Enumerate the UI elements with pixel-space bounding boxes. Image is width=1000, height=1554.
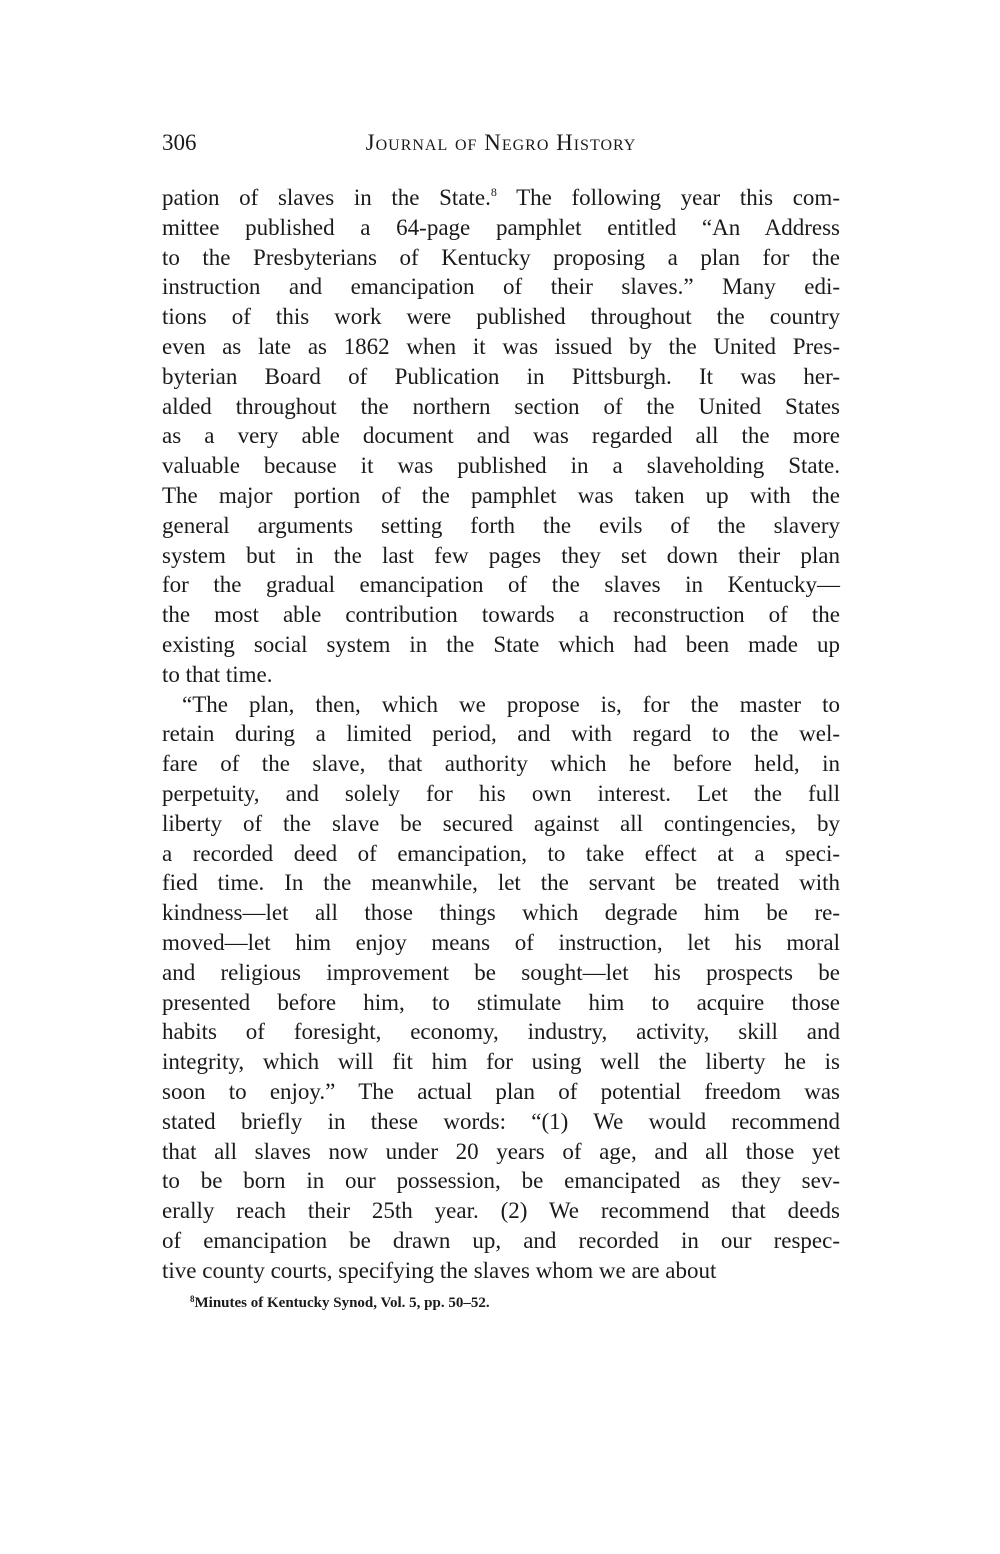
line-text: instruction and emancipation of their slaves.” Many edi- bbox=[162, 274, 840, 300]
line-text: soon to enjoy.” The actual plan of potential freedom was bbox=[162, 1078, 840, 1104]
text-line bbox=[162, 600, 840, 630]
text-line bbox=[162, 868, 840, 898]
paragraph bbox=[162, 690, 840, 1286]
text-line bbox=[162, 243, 840, 273]
line-text: moved—let him enjoy means of instruction, let his moral bbox=[162, 929, 840, 955]
text-line bbox=[162, 1077, 840, 1107]
line-text: integrity, which will fit him for using well the liberty he is bbox=[162, 1049, 840, 1075]
line-text: of emancipation be drawn up, and recorded in our respec- bbox=[162, 1227, 840, 1253]
text-line bbox=[162, 690, 840, 720]
line-text: for the gradual emancipation of the slaves in Kentucky— bbox=[162, 572, 840, 598]
text-line bbox=[162, 183, 840, 213]
body-text bbox=[162, 183, 840, 1285]
line-text: “The plan, then, which we propose is, for the master to bbox=[182, 691, 840, 717]
text-line bbox=[162, 362, 840, 392]
text-line bbox=[162, 332, 840, 362]
line-text: stated briefly in these words: “(1) We would recommend bbox=[162, 1108, 840, 1134]
line-text: and religious improvement be sought—let his prospects be bbox=[162, 959, 840, 985]
text-line bbox=[162, 272, 840, 302]
text-line bbox=[162, 779, 840, 809]
text-line bbox=[162, 1166, 840, 1196]
footnote-marker: 8 bbox=[190, 1294, 195, 1304]
line-text: valuable because it was published in a slaveholding State. bbox=[162, 453, 840, 479]
text-line bbox=[162, 1226, 840, 1256]
line-text: a recorded deed of emancipation, to take effect at a speci- bbox=[162, 840, 840, 866]
line-text: the most able contribution towards a reconstruction of the bbox=[162, 602, 840, 628]
footnote-reference: 8 bbox=[490, 185, 497, 199]
text-line bbox=[162, 421, 840, 451]
text-line bbox=[162, 988, 840, 1018]
text-line bbox=[162, 541, 840, 571]
line-text: mittee published a 64-page pamphlet entitled “An Address bbox=[162, 214, 840, 240]
text-line bbox=[162, 809, 840, 839]
line-text: tions of this work were published throughout the country bbox=[162, 304, 840, 330]
line-text: to be born in our possession, be emancipated as they sev- bbox=[162, 1168, 840, 1194]
line-text: erally reach their 25th year. (2) We recommend that deeds bbox=[162, 1198, 840, 1224]
line-text: general arguments setting forth the evils of the slavery bbox=[162, 512, 840, 538]
text-line bbox=[162, 392, 840, 422]
line-text: kindness—let all those things which degrade him be re- bbox=[162, 900, 840, 926]
text-line bbox=[162, 302, 840, 332]
text-line bbox=[162, 213, 840, 243]
text-line bbox=[162, 719, 840, 749]
line-text: tive county courts, specifying the slaves whom we are about bbox=[162, 1257, 717, 1283]
text-line bbox=[162, 660, 840, 690]
line-text: liberty of the slave be secured against all contingencies, by bbox=[162, 810, 840, 836]
line-text: alded throughout the northern section of the United States bbox=[162, 393, 840, 419]
text-line bbox=[162, 630, 840, 660]
line-text: fare of the slave, that authority which he before held, in bbox=[162, 751, 840, 777]
text-line bbox=[162, 749, 840, 779]
text-line bbox=[162, 1107, 840, 1137]
line-text: retain during a limited period, and with regard to the wel- bbox=[162, 721, 840, 747]
line-text: presented before him, to stimulate him to acquire those bbox=[162, 989, 840, 1015]
text-line bbox=[162, 481, 840, 511]
page-number: 306 bbox=[162, 130, 197, 155]
line-text: that all slaves now under 20 years of age, and all those yet bbox=[162, 1138, 840, 1164]
running-head: Journal of Negro History bbox=[365, 130, 637, 155]
text-line bbox=[162, 898, 840, 928]
text-line bbox=[162, 1137, 840, 1167]
text-line bbox=[162, 928, 840, 958]
text-line bbox=[162, 1256, 840, 1286]
text-line bbox=[162, 570, 840, 600]
line-text: existing social system in the State which had been made up bbox=[162, 631, 840, 657]
footnote bbox=[190, 1293, 830, 1313]
line-text: pation of slaves in the State. bbox=[162, 185, 491, 210]
paragraph bbox=[162, 183, 840, 690]
text-line bbox=[162, 1017, 840, 1047]
footnote-text: Minutes of Kentucky Synod, Vol. 5, pp. 50–52. bbox=[194, 1295, 490, 1311]
line-text: to that time. bbox=[162, 661, 273, 687]
text-line bbox=[162, 451, 840, 481]
text-line bbox=[162, 958, 840, 988]
line-text: to the Presbyterians of Kentucky proposing a plan for the bbox=[162, 244, 840, 270]
line-text: system but in the last few pages they set down their plan bbox=[162, 542, 840, 568]
line-text: The major portion of the pamphlet was taken up with the bbox=[162, 482, 840, 508]
line-text: The following year this com- bbox=[496, 185, 840, 210]
text-line bbox=[162, 1047, 840, 1077]
text-line bbox=[162, 839, 840, 869]
line-text: as a very able document and was regarded all the more bbox=[162, 423, 840, 449]
line-text: perpetuity, and solely for his own interest. Let the full bbox=[162, 780, 840, 806]
text-line bbox=[162, 1196, 840, 1226]
line-text: byterian Board of Publication in Pittsburgh. It was her- bbox=[162, 363, 840, 389]
line-text: fied time. In the meanwhile, let the servant be treated with bbox=[162, 870, 840, 896]
line-text: habits of foresight, economy, industry, activity, skill and bbox=[162, 1019, 840, 1045]
text-line bbox=[162, 511, 840, 541]
line-text: even as late as 1862 when it was issued by the United Pres- bbox=[162, 333, 840, 359]
